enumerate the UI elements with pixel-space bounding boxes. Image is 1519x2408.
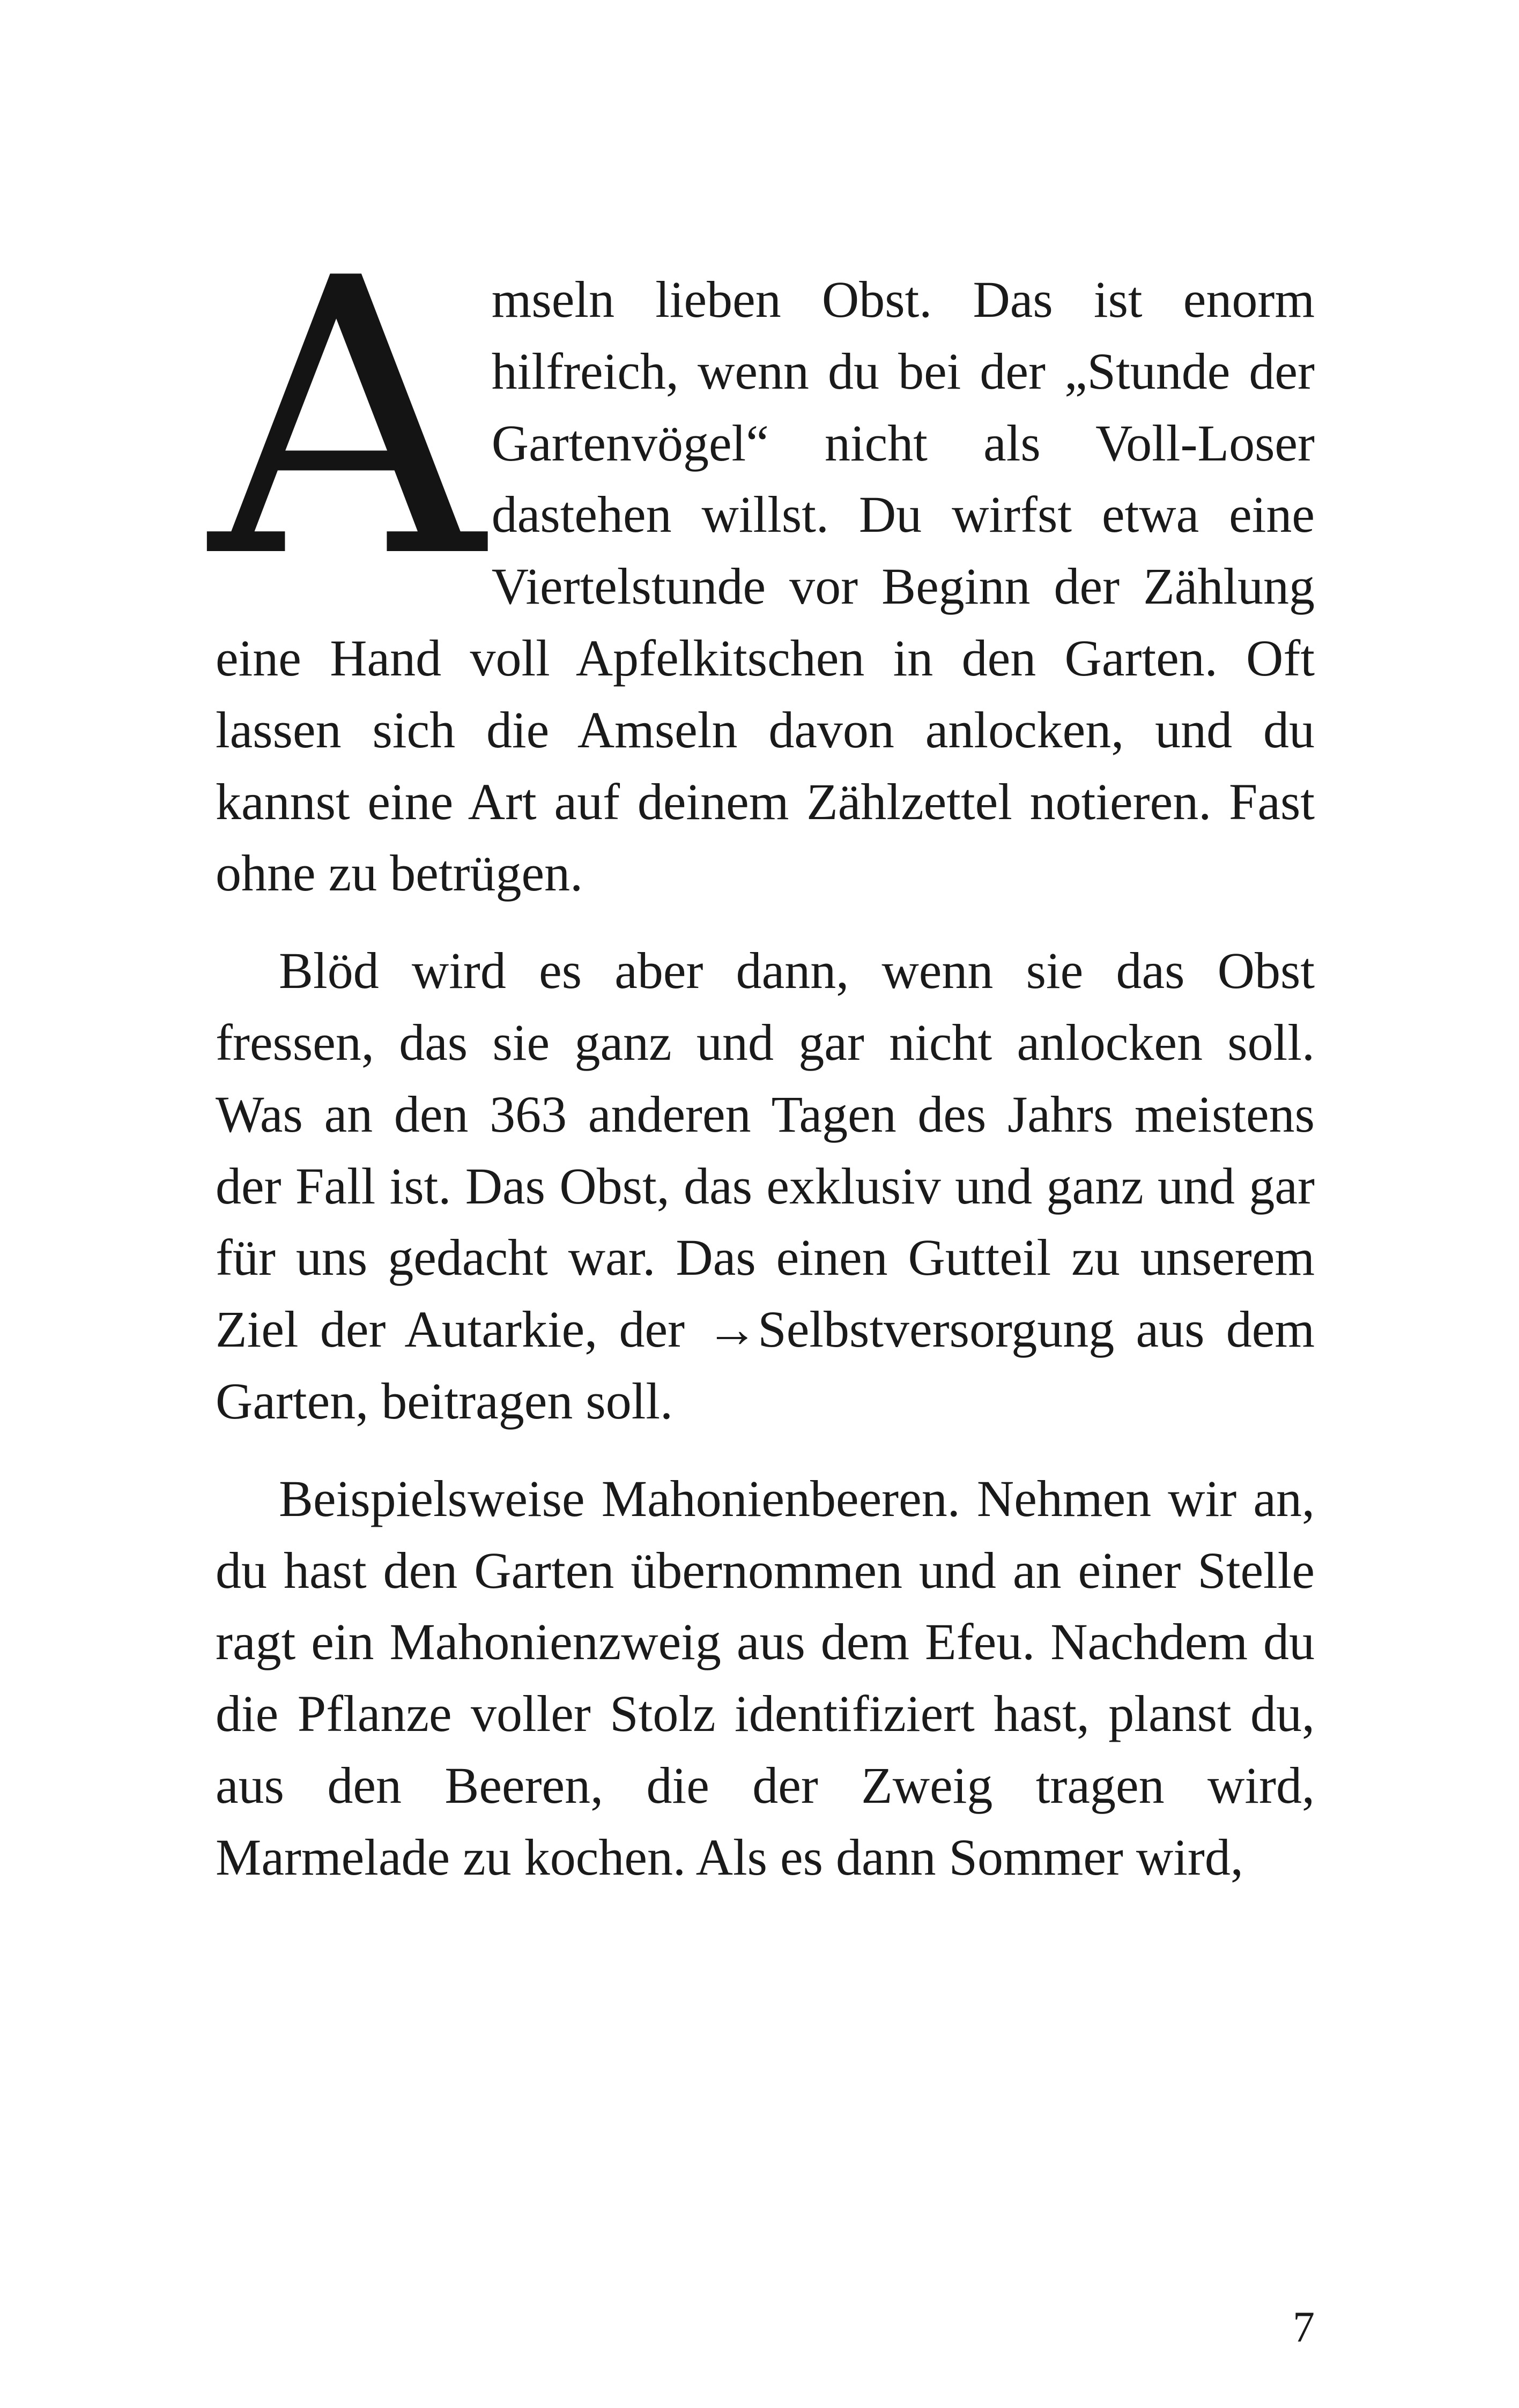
- paragraph-1-text: mseln lieben Obst. Das ist enorm hilfreich, wenn du bei der „Stunde der Gartenvögel“ nicht als Voll-Loser dastehen willst. Du wirfst etwa eine Viertelstunde vor Beginn der Zählung eine Hand voll Apfelkitschen in den Garten. Oft lassen sich die Amseln davon anlocken, und du kannst eine Art auf deinem Zählzettel notieren. Fast ohne zu betrügen.: [216, 271, 1315, 902]
- paragraph-3: Beispielsweise Mahonienbeeren. Nehmen wir an, du hast den Garten übernommen und an einer Stelle ragt ein Mahonienzweig aus dem Efeu. Nachdem du die Pflanze voller Stolz identifiziert hast, planst du, aus den Beeren, die der Zweig tragen wird, Marmelade zu kochen. Als es dann Sommer wird,: [216, 1469, 1315, 1886]
- page-number: 7: [1293, 2302, 1315, 2351]
- body-text: [209, 198, 1315, 1893]
- drop-cap: A: [209, 198, 484, 641]
- paragraph-1: [209, 198, 1315, 909]
- paragraph-2: Blöd wird es aber dann, wenn sie das Obst fressen, das sie ganz und gar nicht anlocken soll. Was an den 363 anderen Tagen des Jahrs meistens der Fall ist. Das Obst, das exklusiv und ganz und gar für uns gedacht war. Das einen Gutteil zu unserem Ziel der Autarkie, der →Selbstversorgung aus dem Garten, beitragen soll.: [216, 942, 1315, 1430]
